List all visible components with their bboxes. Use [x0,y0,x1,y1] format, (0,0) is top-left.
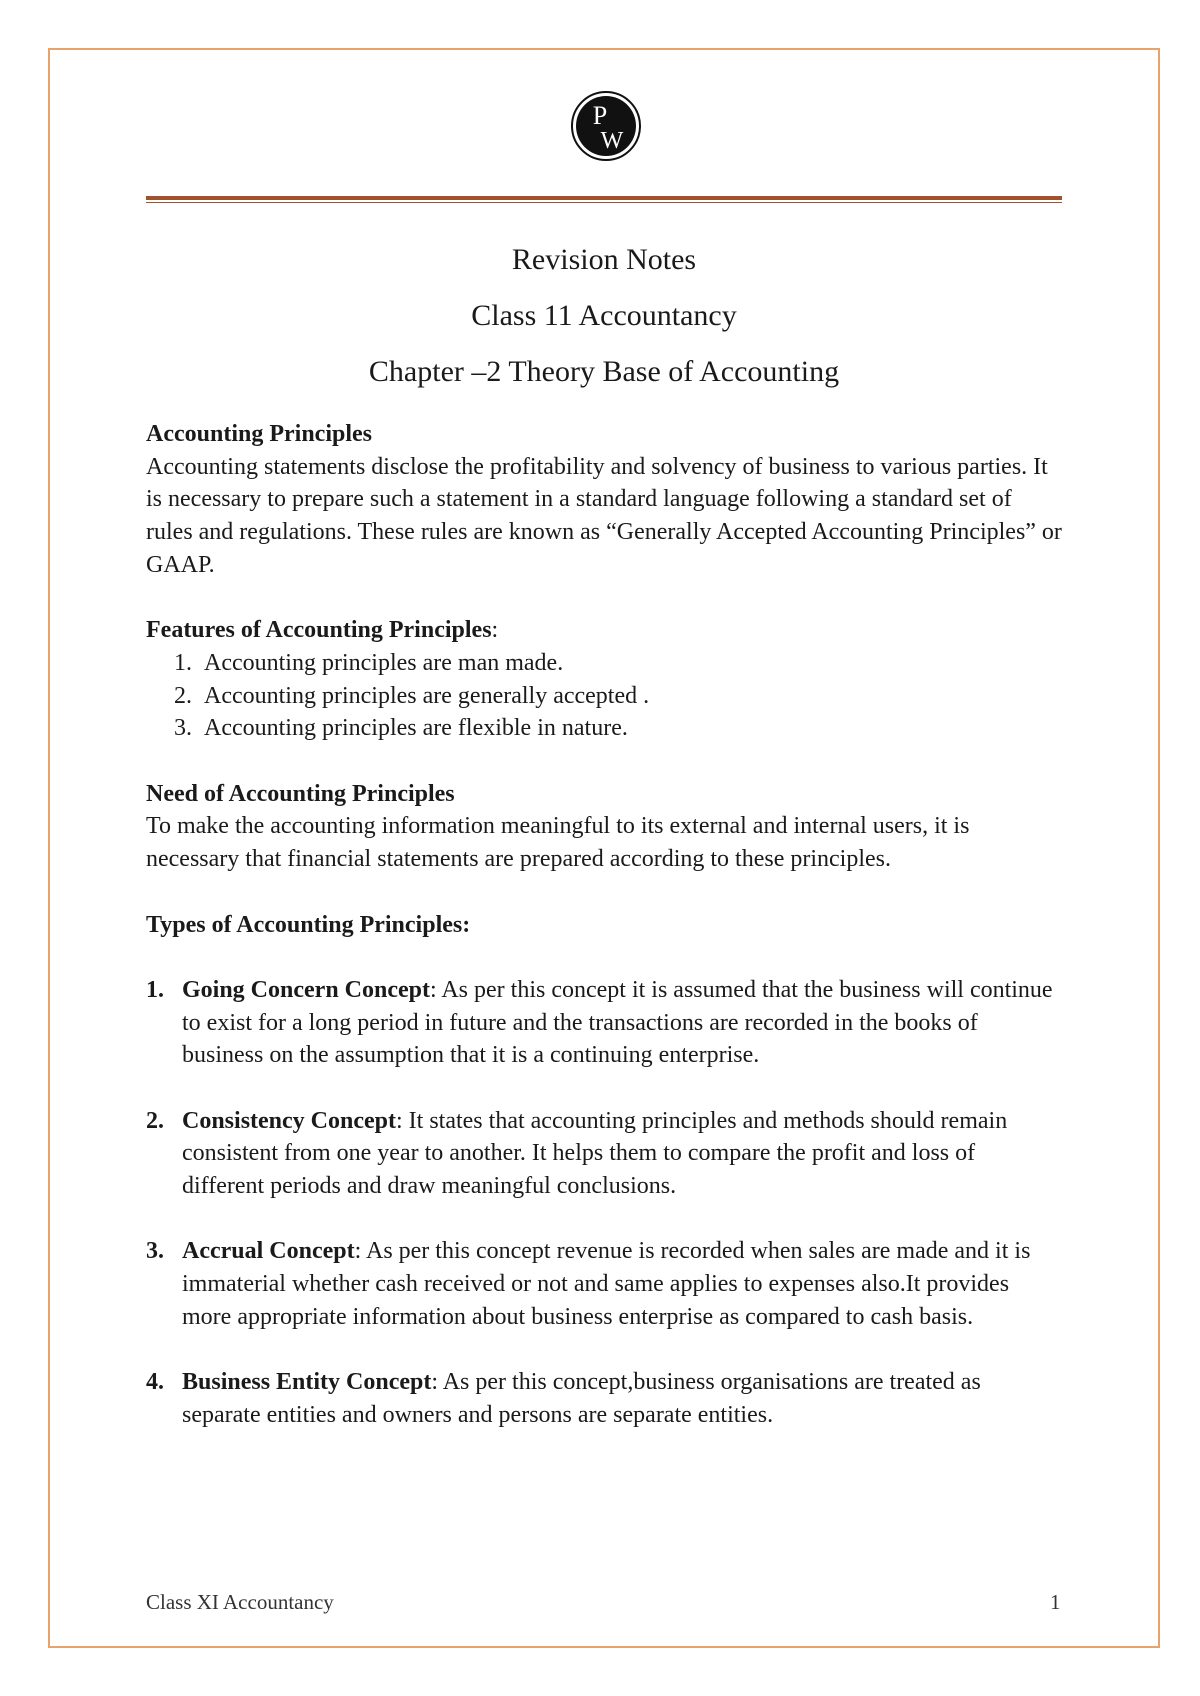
list-number: 4. [146,1369,164,1396]
list-text: Accounting principles are generally accepted . [204,682,650,709]
concept-text: : It states that accounting principles and methods should remain consistent from one year to another. It helps them to compare the profit and loss of different periods and draw meaningful conclusions. [182,1107,1008,1200]
heading-need: Need of Accounting Principles [146,780,455,807]
list-number: 2. [174,682,192,709]
heading-features-colon: : [491,617,499,644]
concept-text: : As per this concept it is assumed that the business will continue to exist for a long period in future and the transactions are recorded in the books of business on the assumption that it is a continuing enterprise. [182,976,1053,1069]
concept-term: Consistency Concept [182,1107,396,1134]
list-text: Accounting principles are flexible in nature. [204,715,628,742]
list-item [146,1105,1062,1203]
list-number: 1. [146,976,164,1003]
concept-term: Going Concern Concept [182,976,430,1003]
heading-types: Types of Accounting Principles: [146,911,471,938]
list-number: 2. [146,1107,164,1134]
concept-term: Business Entity Concept [182,1369,432,1396]
para-accounting-principles: Accounting statements disclose the profitability and solvency of business to various parties. It is necessary to prepare such a statement in a standard language following a standard set of rules and regulations. These rules are known as “Generally Accepted Accounting Principles” or GAAP. [146,453,1062,578]
list-item [146,712,1062,745]
list-text: Accounting principles are man made. [204,649,564,676]
list-item [146,1235,1062,1333]
title-class: Class 11 Accountancy [471,299,737,332]
list-number: 3. [146,1238,164,1265]
svg-text:W: W [600,128,624,154]
heading-accounting-principles: Accounting Principles [146,421,372,447]
para-need: To make the accounting information meaningful to its external and internal users, it is necessary that financial statements are prepared according to these principles. [146,813,970,873]
features-list [146,647,1062,745]
list-item [146,680,1062,713]
footer-page-number: 1 [1050,1590,1061,1614]
heading-features-line [146,614,1062,647]
document-content [146,232,1062,1464]
header-rule-thin [146,202,1062,203]
concept-term: Accrual Concept [182,1238,355,1265]
list-item [146,974,1062,1072]
concept-text: : As per this concept revenue is recorded when sales are made and it is immaterial whether cash received or not and same applies to expenses also.It provides more appropriate information about business enterprise as compared to cash basis. [182,1238,1031,1330]
heading-features: Features of Accounting Principles [146,617,492,644]
title-revision-notes: Revision Notes [511,243,697,276]
list-number: 1. [174,649,192,676]
types-list [146,974,1062,1432]
footer-class-label: Class XI Accountancy [146,1590,334,1614]
list-number: 3. [174,715,192,742]
concept-text: : As per this concept,business organisations are treated as separate entities and owners and persons are separate entities. [182,1369,981,1428]
list-item [146,1366,1062,1431]
svg-text:P: P [592,101,608,130]
title-chapter: Chapter –2 Theory Base of Accounting [368,355,840,388]
list-item [146,647,1062,680]
header-rule-thick [146,196,1062,200]
pw-logo [570,90,642,162]
